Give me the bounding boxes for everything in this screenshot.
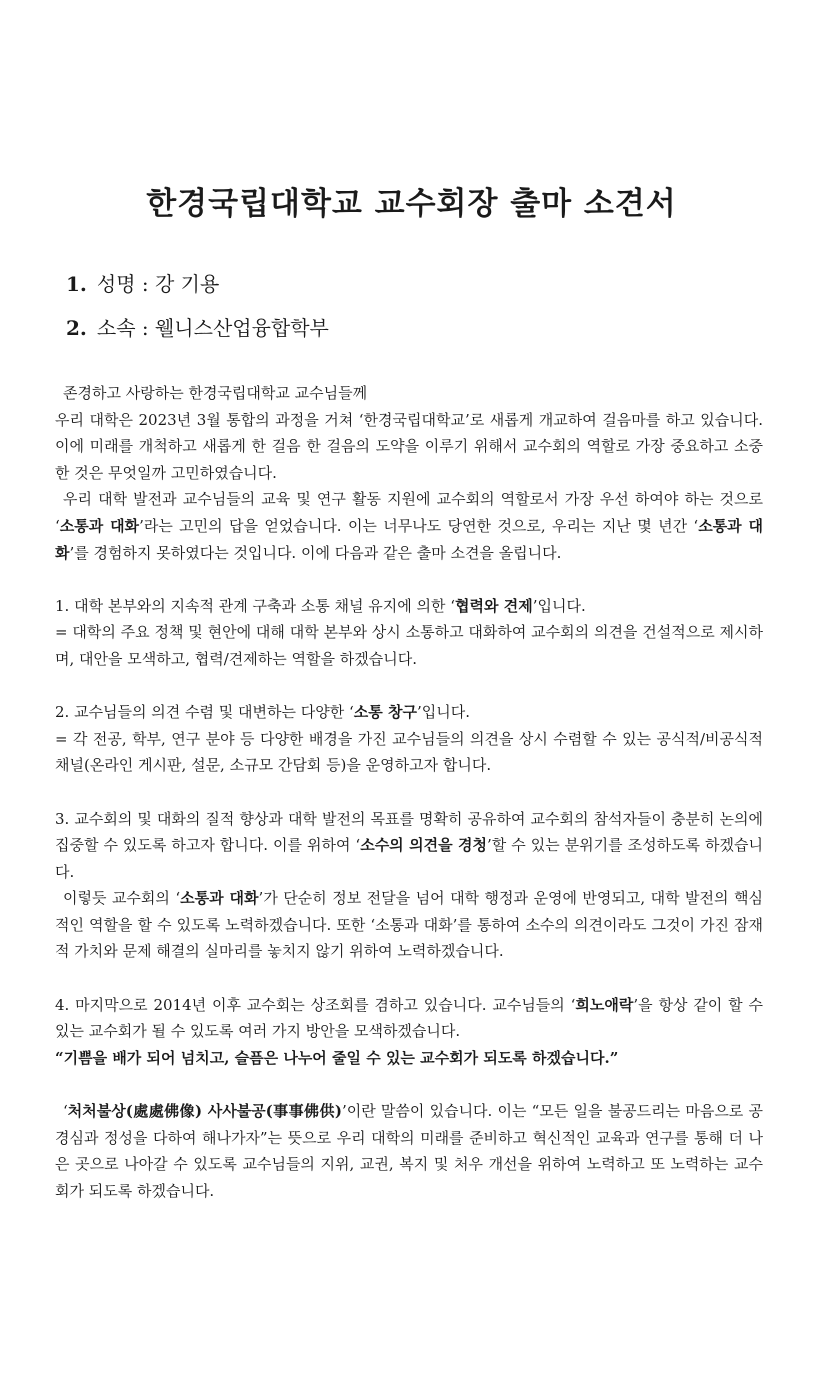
text-span: ’를 경험하지 못하였다는 것입니다. 이에 다음과 같은 출마 소견을 올립니다. xyxy=(69,543,562,562)
text-span: ’이란 말씀이 있습니다. 이는 “모든 일을 불공드리는 마음으로 공경심과 정성을 다하여 해나가자”는 뜻으로 우리 대학의 미래를 준비하고 혁신적인 교육과 연구를 통해 더 나은 곳으로 나아갈 수 있도록 교수님들의 지위, 교권, 복지 및 처우 개선을 위하여 노력하고 또 노력하는 교수회가 되도록 하겠습니다. xyxy=(55,1102,763,1200)
emphasis: 소수의 의견을 경청 xyxy=(360,836,487,855)
emphasis: 소통과 대화 xyxy=(55,516,763,562)
info-affiliation xyxy=(66,312,329,341)
spacer xyxy=(55,965,763,992)
document-title: 한경국립대학교 교수회장 출마 소견서 xyxy=(146,186,677,222)
info-affiliation-number: 2. xyxy=(66,316,87,340)
spacer xyxy=(55,1071,763,1098)
spacer xyxy=(55,673,763,700)
paragraph-purpose xyxy=(55,486,763,566)
pledge-2-detail: = 각 전공, 학부, 연구 분야 등 다양한 배경을 가진 교수님들의 의견을 상시 수렴할 수 있는 공식적/비공식적 채널(온라인 게시판, 설문, 소규모 간담회 등)을 운영하고자 합니다. xyxy=(55,729,763,775)
spacer xyxy=(55,566,763,593)
text-span: ’입니다. xyxy=(532,596,586,615)
emphasis: 처처불상(處處佛像) 사사불공(事事佛供) xyxy=(67,1102,342,1121)
info-name xyxy=(66,268,219,297)
emphasis: “기쁨을 배가 되어 넘치고, 슬픔은 나누어 줄일 수 있는 교수회가 되도록 하겠습니다.” xyxy=(55,1048,619,1067)
text-span: 1. 대학 본부와의 지속적 관계 구축과 소통 채널 유지에 의한 ‘ xyxy=(55,596,456,615)
text-span: 3. 교수회의 및 대화의 질적 향상과 대학 발전의 목표를 명확히 공유하여 교수회의 참석자들이 충분히 논의에 집중할 수 있도록 하고자 합니다. 이를 위하여 ‘ xyxy=(55,809,763,855)
emphasis: 소통 창구 xyxy=(353,703,417,722)
info-name-number: 1. xyxy=(66,272,87,296)
text-span: 4. 마지막으로 2014년 이후 교수회는 상조회를 겸하고 있습니다. 교수님들의 ‘ xyxy=(55,995,576,1014)
emphasis: 소통과 대화 xyxy=(59,516,140,535)
text-span: ’을 항상 같이 할 수 있는 교수회가 될 수 있도록 여러 가지 방안을 모색하겠습니다. xyxy=(55,995,763,1041)
text-span: ’가 단순히 정보 전달을 넘어 대학 행정과 운영에 반영되고, 대학 발전의 핵심적인 역할을 할 수 있도록 노력하겠습니다. 또한 ‘소통과 대화’를 통하여 소수의 의견이라도 그것이 가진 잠재적 가치와 문제 해결의 실마리를 놓치지 않기 위하여 노력하겠습니다. xyxy=(55,889,763,961)
text-span: 우리 대학 발전과 교수님들의 교육 및 연구 활동 지원에 교수회의 역할로서 가장 우선 하여야 하는 것으로 ‘ xyxy=(55,490,763,535)
pledge-1-heading xyxy=(55,593,763,620)
text-span: ’입니다. xyxy=(416,703,470,722)
pledge-3 xyxy=(55,806,763,886)
text-span: ’라는 고민의 답을 얻었습니다. 이는 너무나도 당연한 것으로, 우리는 지난 몇 년간 ‘ xyxy=(139,516,699,535)
pledge-2-heading xyxy=(55,699,763,726)
document-body xyxy=(55,380,763,1204)
text-span: ‘ xyxy=(63,1102,68,1121)
paragraph-intro: 우리 대학은 2023년 3월 통합의 과정을 거쳐 ‘한경국립대학교’로 새롭게 개교하여 걸음마를 하고 있습니다. 이에 미래를 개척하고 새롭게 한 걸음 한 걸음의 도약을 이루기 위해서 교수회의 역할로 가장 중요하고 소중한 것은 무엇일까 고민하였습니다. xyxy=(55,410,763,482)
emphasis: 소통과 대화 xyxy=(180,889,259,908)
info-name-text: 성명 : 강 기용 xyxy=(96,272,220,296)
text-span: 2. 교수님들의 의견 수렴 및 대변하는 다양한 ‘ xyxy=(55,703,354,722)
paragraph-closing xyxy=(55,1098,763,1204)
pledge-4-quote xyxy=(55,1045,763,1072)
text-span: ’할 수 있는 분위기를 조성하도록 하겠습니다. xyxy=(55,836,763,881)
emphasis: 희노애락 xyxy=(575,995,634,1014)
emphasis: 협력와 견제 xyxy=(455,596,533,615)
pledge-4 xyxy=(55,992,763,1045)
pledge-1-detail: = 대학의 주요 정책 및 현안에 대해 대학 본부와 상시 소통하고 대화하여 교수회의 의견을 건설적으로 제시하며, 대안을 모색하고, 협력/견제하는 역할을 하겠습니다. xyxy=(55,623,763,668)
spacer xyxy=(55,779,763,806)
paragraph-commitment xyxy=(55,885,763,965)
info-affiliation-text: 소속 : 웰니스산업융합학부 xyxy=(96,316,329,340)
text-span: 이렇듯 교수회의 ‘ xyxy=(63,889,181,908)
greeting: 존경하고 사랑하는 한경국립대학교 교수님들께 xyxy=(63,384,368,402)
